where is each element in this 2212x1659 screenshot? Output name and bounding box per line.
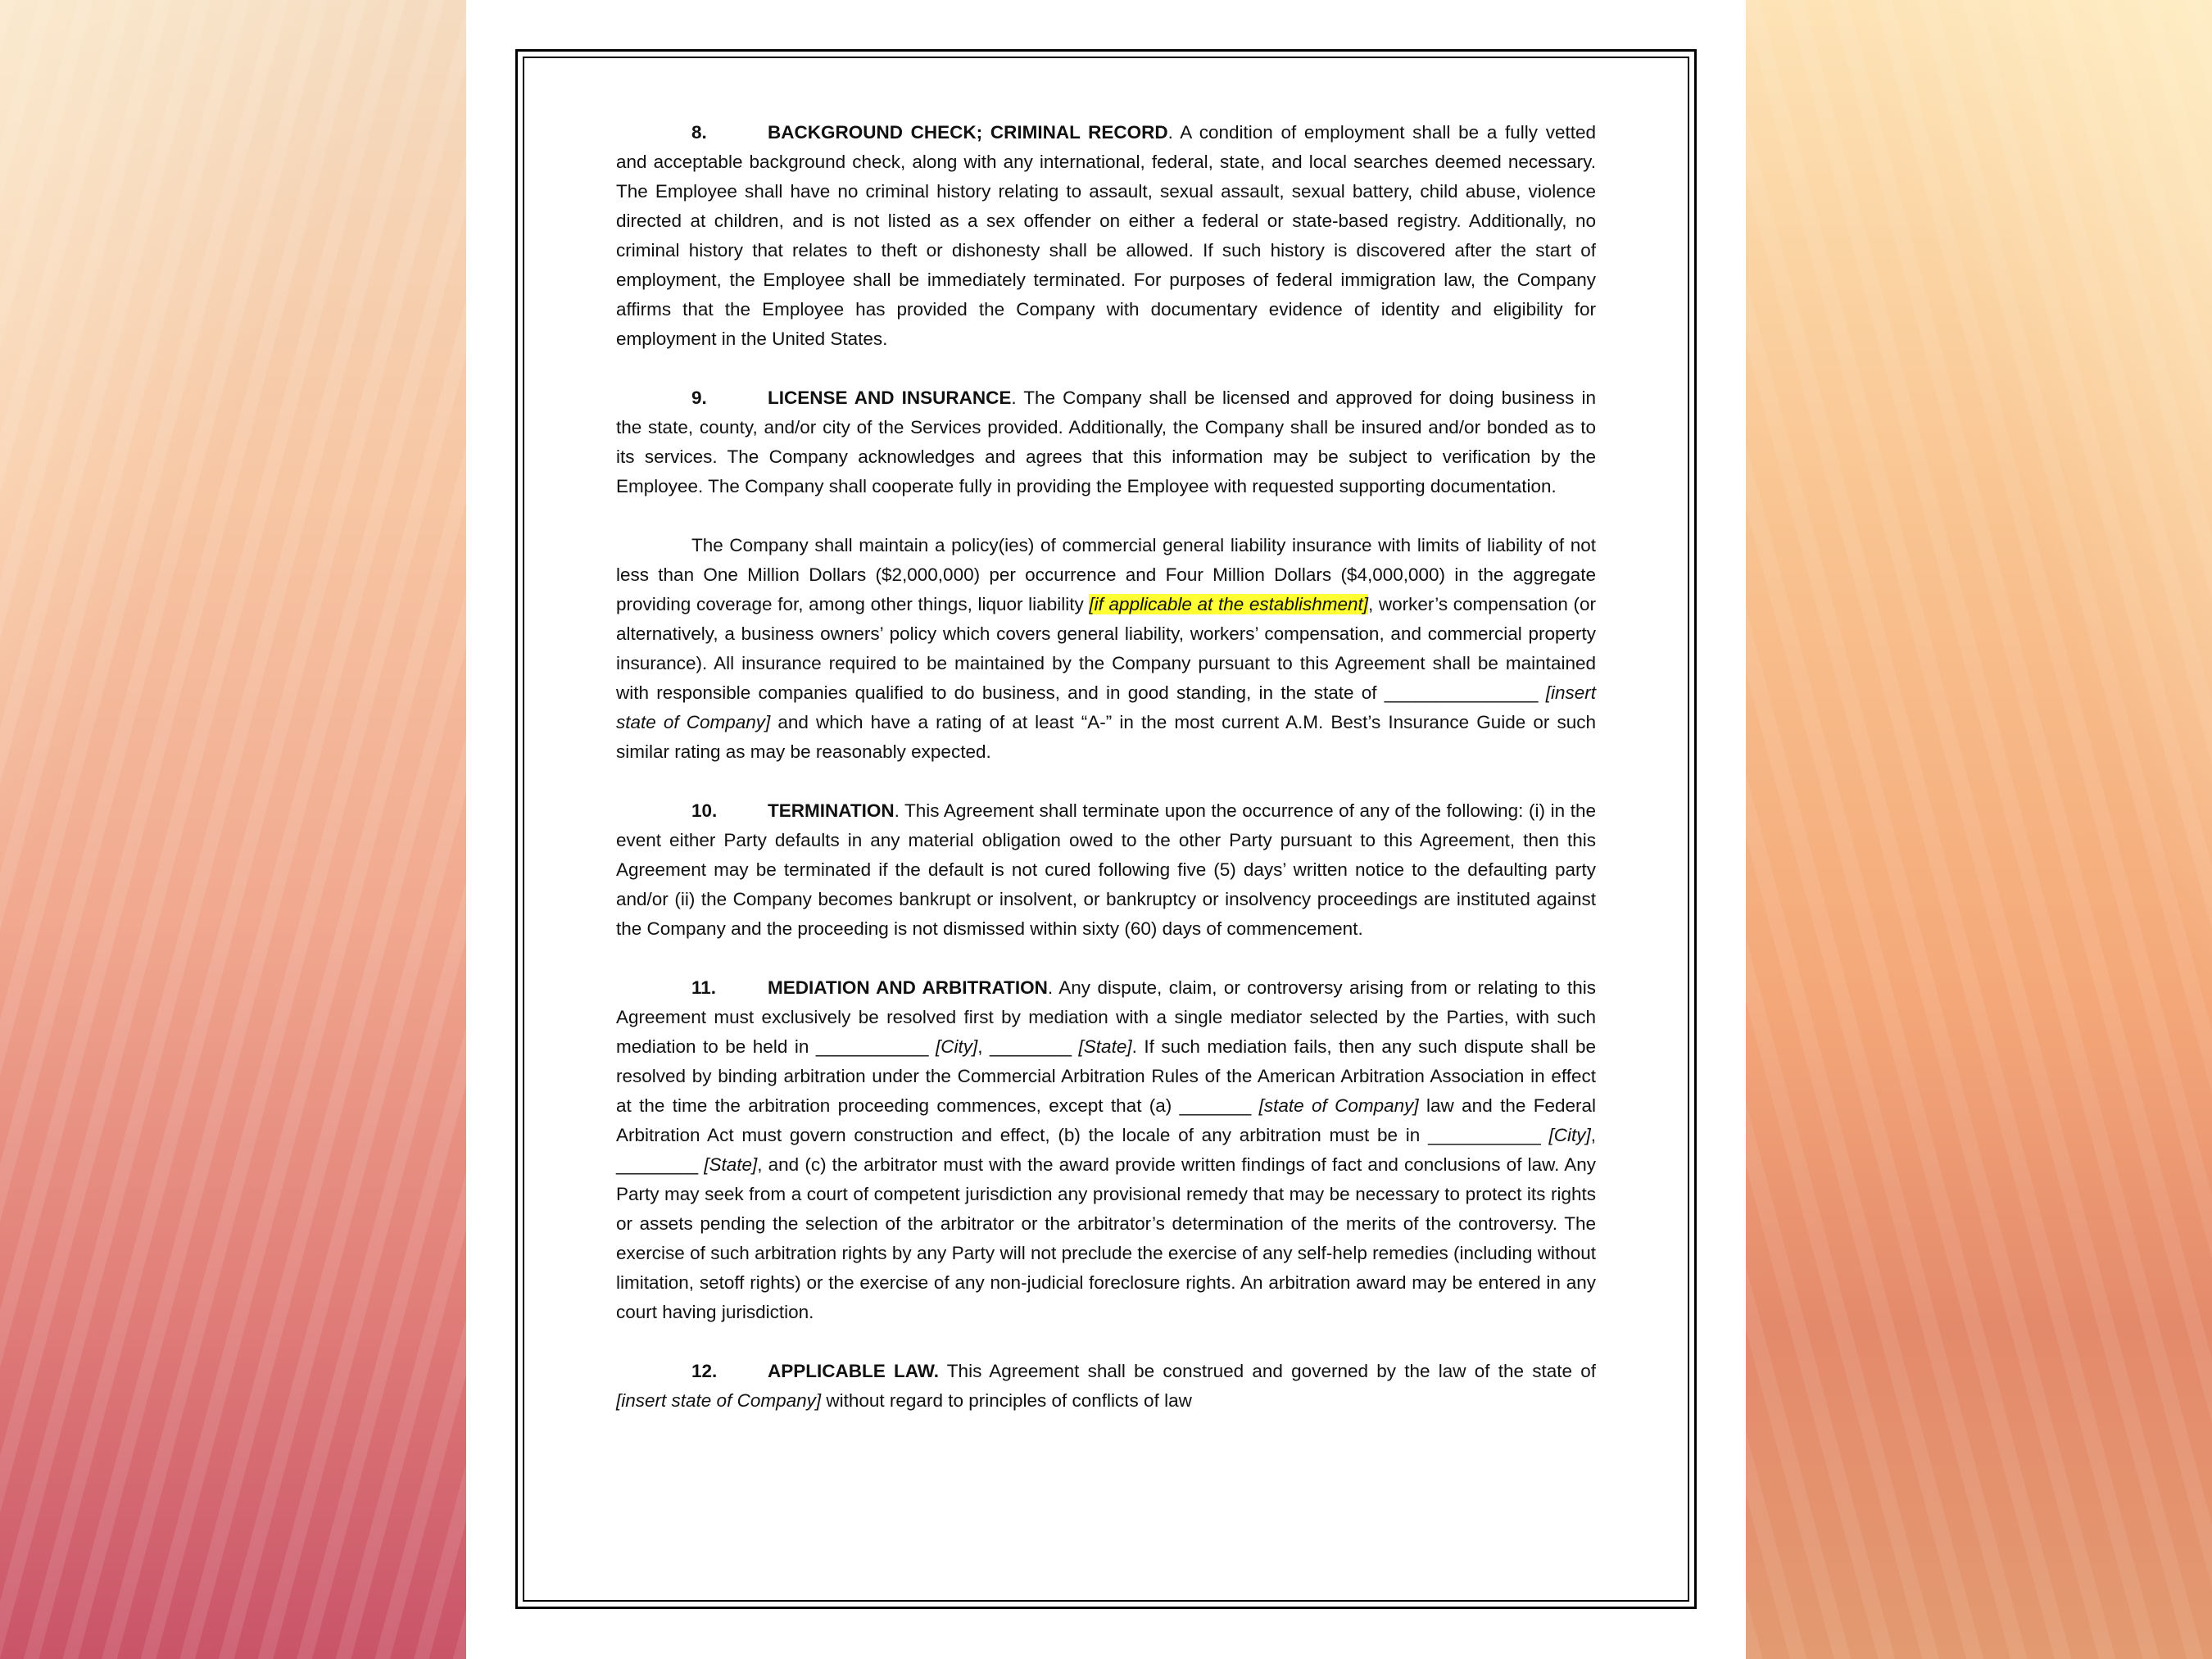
section-text: . If such mediation fails, then any such dispute shall be resolved by binding arbitration under the Commercial Arbitration Rules of the American Arbitration Association in effect at the time the arbitration proceeding commences, except that (a) _______	[616, 1036, 1596, 1116]
section-heading: APPLICABLE LAW.	[768, 1361, 939, 1381]
section-10	[616, 796, 1596, 944]
section-text: . Any dispute, claim, or controversy arising from or relating to this Agreement must exclusively be resolved first by mediation with a single mediator selected by the Parties, with such mediation to be held in ___________	[616, 977, 1597, 1057]
paragraph-text: The Company shall maintain a policy(ies) of commercial general liability insurance with limits of liability of not less than One Million Dollars ($2,000,000) per occurrence and Four Million Dollars ($4,000,000) in the aggregate providing coverage for, among other things, liquor liability	[616, 535, 1596, 614]
background-left	[0, 0, 466, 1659]
placeholder-text: [City]	[1548, 1125, 1591, 1145]
section-text: This Agreement shall be construed and governed by the law of the state of	[938, 1361, 1596, 1381]
placeholder-text: [State]	[1078, 1036, 1132, 1057]
paragraph-text: and which have a rating of at least “A-” in the most current A.M. Best’s Insurance Guide or such similar rating as may be reasonably expected.	[616, 712, 1596, 762]
section-9	[616, 383, 1596, 501]
section-heading: MEDIATION AND ARBITRATION	[768, 977, 1048, 998]
placeholder-text: [insert state of Company]	[616, 1390, 822, 1411]
section-text: . The Company shall be licensed and approved for doing business in the state, county, and/or city of the Services provided. Additionally, the Company shall be insured and/or bonded as to its services. The Company acknowledges and agrees that this information may be subject to verification by the Employee. The Company shall cooperate fully in providing the Employee with requested supporting documentation.	[616, 388, 1597, 496]
section-number: 9.	[691, 388, 707, 408]
section-number: 8.	[691, 122, 707, 143]
placeholder-text: [City]	[935, 1036, 978, 1057]
section-text: . This Agreement shall terminate upon the occurrence of any of the following: (i) in the event either Party defaults in any material obligation owed to the other Party pursuant to this Agreement, then this Agreement may be terminated if the default is not cured following five (5) days’ written notice to the defaulting party and/or (ii) the Company becomes bankrupt or insolvent, or bankruptcy or insolvency proceedings are instituted against the Company and the proceeding is not dismissed within sixty (60) days of commencement.	[616, 800, 1596, 939]
section-heading: LICENSE AND INSURANCE	[768, 388, 1012, 408]
section-12	[616, 1357, 1596, 1416]
section-text: , ________	[977, 1036, 1079, 1057]
highlighted-placeholder: [if applicable at the establishment]	[1089, 594, 1368, 614]
section-number: 11.	[691, 977, 717, 998]
background-right	[1746, 0, 2212, 1659]
section-heading: TERMINATION	[768, 800, 895, 821]
section-11	[616, 973, 1596, 1327]
section-heading: BACKGROUND CHECK; CRIMINAL RECORD	[768, 122, 1168, 143]
document-body	[616, 118, 1596, 1445]
section-text: , and (c) the arbitrator must with the award provide written findings of fact and conclusions of law. Any Party may seek from a court of competent jurisdiction any provisional remedy that may be necessary to protect its rights or assets pending the selection of the arbitrator or the arbitrator’s determination of the merits of the controversy. The exercise of such arbitration rights by any Party will not preclude the exercise of any self-help remedies (including without limitation, setoff rights) or the exercise of any non-judicial foreclosure rights. An arbitration award may be entered in any court having jurisdiction.	[616, 1154, 1596, 1322]
section-text: without regard to principles of conflicts of law	[821, 1390, 1192, 1411]
placeholder-text: [state of Company]	[1258, 1095, 1419, 1116]
section-text: . A condition of employment shall be a fully vetted and acceptable background check, along with any international, federal, state, and local searches deemed necessary. The Employee shall have no criminal history relating to assault, sexual assault, sexual battery, child abuse, violence directed at children, and is not listed as a sex offender on either a federal or state-based registry. Additionally, no criminal history that relates to theft or dishonesty shall be allowed. If such history is discovered after the start of employment, the Employee shall be immediately terminated. For purposes of federal immigration law, the Company affirms that the Employee has provided the Company with documentary evidence of identity and eligibility for employment in the United States.	[616, 122, 1596, 349]
placeholder-text: [insert state of Company]	[616, 682, 1596, 732]
section-text: law and the Federal Arbitration Act must govern construction and effect, (b) the locale of any arbitration must be in ___________	[616, 1095, 1596, 1145]
document-page	[466, 0, 1746, 1659]
section-number: 12.	[691, 1361, 718, 1381]
section-8	[616, 118, 1596, 354]
section-9-insurance	[616, 531, 1596, 767]
section-number: 10.	[691, 800, 718, 821]
placeholder-text: [State]	[704, 1154, 758, 1175]
paragraph-text: , worker’s compensation (or alternatively, a business owners’ policy which covers general liability, workers’ compensation, and commercial property insurance). All insurance required to be maintained by the Company pursuant to this Agreement shall be maintained with responsible companies qualified to do business, and in good standing, in the state of _______________	[616, 594, 1597, 703]
section-text: , ________	[616, 1125, 1596, 1175]
